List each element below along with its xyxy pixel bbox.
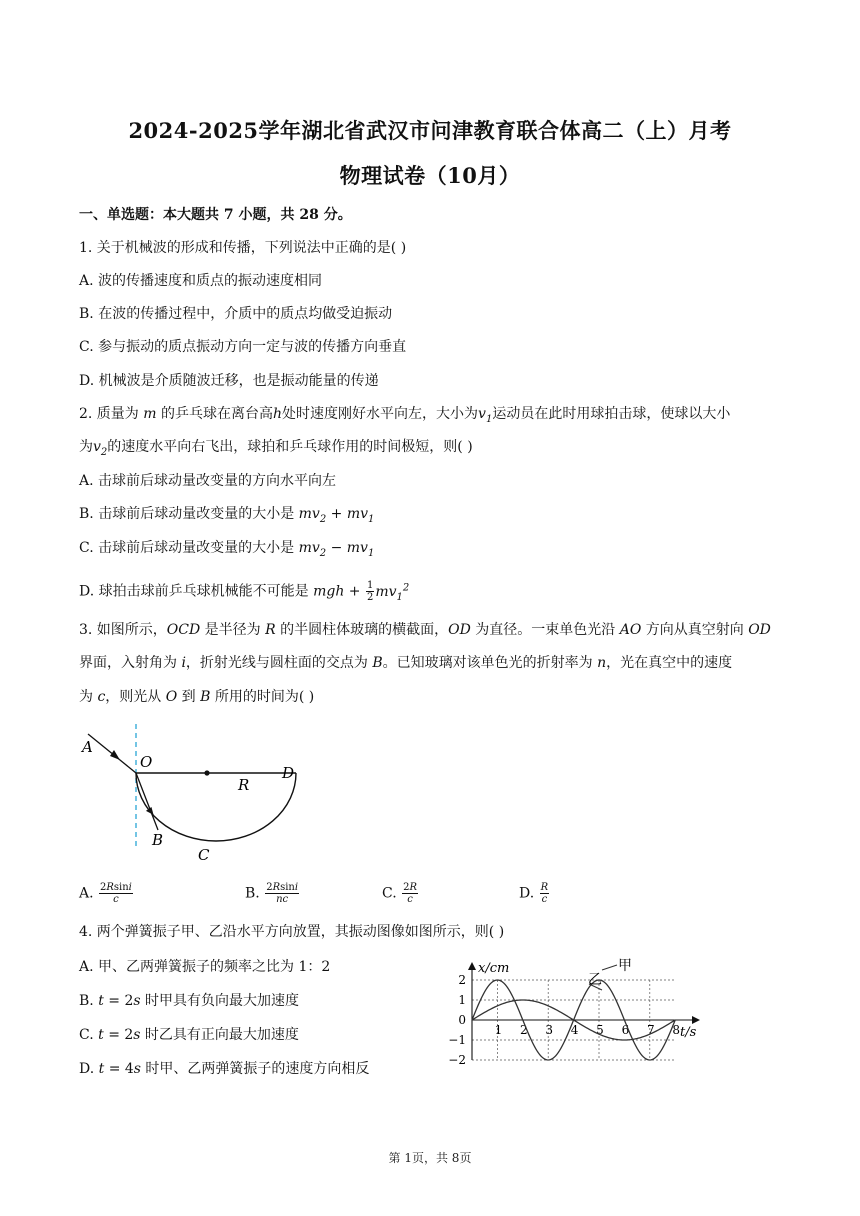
series-jia-label: 甲: [618, 958, 632, 974]
center-dot: [204, 770, 209, 775]
q3-semicircle-figure: [74, 718, 314, 868]
series-yi-label: 乙: [588, 972, 602, 988]
label-o: O: [140, 753, 153, 771]
q2-option-b: B. 击球前后球动量改变量的大小是 $mv_2 + mv_1$: [79, 506, 375, 525]
q2-stem-line2: 为$v_2$的速度水平向右飞出，球拍和乒乓球作用的时间极短，则( ): [79, 439, 473, 458]
page-footer: 第 1页，共 8页: [388, 1151, 472, 1165]
x-tick-label: 4: [570, 1023, 579, 1037]
q1-option-a: A. 波的传播速度和质点的振动速度相同: [79, 273, 323, 289]
q3-option-b: B. $\frac{\text{2𝑅sin𝑖}}{\text{𝑛𝑐}}$: [245, 882, 299, 905]
x-axis-label: t/s: [680, 1025, 697, 1040]
label-r: R: [238, 776, 250, 794]
exam-title-line1: 2024-2025学年湖北省武汉市问津教育联合体高二（上）月考: [128, 118, 732, 143]
x-tick-label: 2: [519, 1023, 528, 1037]
q3-option-d: D. $\frac{\text{𝑅}}{\text{𝑐}}$: [519, 882, 549, 905]
y-tick-label: −1: [448, 1033, 466, 1047]
y-tick-label: 1: [458, 993, 466, 1007]
q3-stem-line3: 为 𝑐，则光从 𝑂 到 𝐵 所用的时间为( ): [79, 689, 315, 705]
q3-option-a: A. $\frac{\text{2𝑅sin𝑖}}{\text{𝑐}}$: [79, 882, 132, 905]
label-a: A: [82, 738, 93, 756]
q3-stem-line1: 3. 如图所示，𝑂𝐶𝐷 是半径为 𝑅 的半圆柱体玻璃的横截面，𝑂𝐷 为直径。一束单色光沿 𝐴𝑂 方向从真空射向 𝑂𝐷: [79, 622, 771, 638]
label-b: B: [152, 831, 164, 849]
q3-option-c: C. $\frac{\text{2𝑅}}{\text{𝑐}}$: [382, 882, 418, 905]
refracted-ray: [136, 773, 158, 830]
x-tick-label: 6: [621, 1023, 630, 1037]
series-jia-leader: [602, 965, 617, 970]
y-axis-arrow: [468, 962, 476, 970]
q2-option-a: A. 击球前后球动量改变量的方向水平向左: [79, 473, 337, 489]
q3-stem-line2: 界面，入射角为 𝑖，折射光线与圆柱面的交点为 𝐵。已知玻璃对该单色光的折射率为 𝑛，光在真空中的速度: [79, 655, 733, 671]
q1-option-b: B. 在波的传播过程中，介质中的质点均做受迫振动: [79, 306, 393, 322]
q4-option-c: C. 𝑡 = 2𝑠 时乙具有正向最大加速度: [79, 1027, 299, 1043]
q1-option-d: D. 机械波是介质随波迁移，也是振动能量的传递: [79, 373, 379, 389]
x-tick-label: 1: [494, 1023, 503, 1037]
label-d: D: [282, 764, 295, 782]
q2-option-d: D. 球拍击球前乒乓球机械能不可能是 mgh + $\frac{1}{2}$ $mv_1^2$: [79, 580, 410, 604]
q1-stem: 1. 关于机械波的形成和传播，下列说法中正确的是( ): [79, 240, 407, 256]
q4-stem: 4. 两个弹簧振子甲、乙沿水平方向放置，其振动图像如图所示，则( ): [79, 924, 505, 940]
incident-arrow: [110, 750, 120, 760]
label-c: C: [198, 846, 210, 864]
section-heading: 一、单选题：本大题共 7 小题，共 28 分。: [79, 207, 352, 223]
q2-stem-line1: 2. 质量为 m 的乒乓球在离台高h处时速度刚好水平向左，大小为$v_1$运动员在此时用球拍击球，使球以大小: [79, 406, 731, 425]
x-tick-label: 5: [596, 1023, 604, 1037]
q2-option-c: C. 击球前后球动量改变量的大小是 $mv_2 - mv_1$: [79, 540, 375, 559]
y-tick-label: 0: [458, 1013, 466, 1027]
q1-option-c: C. 参与振动的质点振动方向一定与波的传播方向垂直: [79, 339, 407, 355]
q4-oscillation-graph: [442, 958, 712, 1070]
q4-option-a: A. 甲、乙两弹簧振子的频率之比为 1：2: [79, 959, 331, 975]
x-tick-label: 8: [672, 1023, 681, 1037]
y-axis-label: x/cm: [478, 961, 510, 976]
q4-option-d: D. 𝑡 = 4𝑠 时甲、乙两弹簧振子的速度方向相反: [79, 1061, 370, 1077]
q4-option-b: B. 𝑡 = 2𝑠 时甲具有负向最大加速度: [79, 993, 299, 1009]
x-tick-label: 3: [545, 1023, 554, 1037]
y-tick-label: 2: [458, 973, 466, 987]
x-axis-arrow: [692, 1016, 700, 1024]
x-tick-label: 7: [646, 1023, 655, 1037]
exam-title-line2: 物理试卷（10月）: [339, 163, 521, 188]
y-tick-label: −2: [448, 1053, 466, 1067]
